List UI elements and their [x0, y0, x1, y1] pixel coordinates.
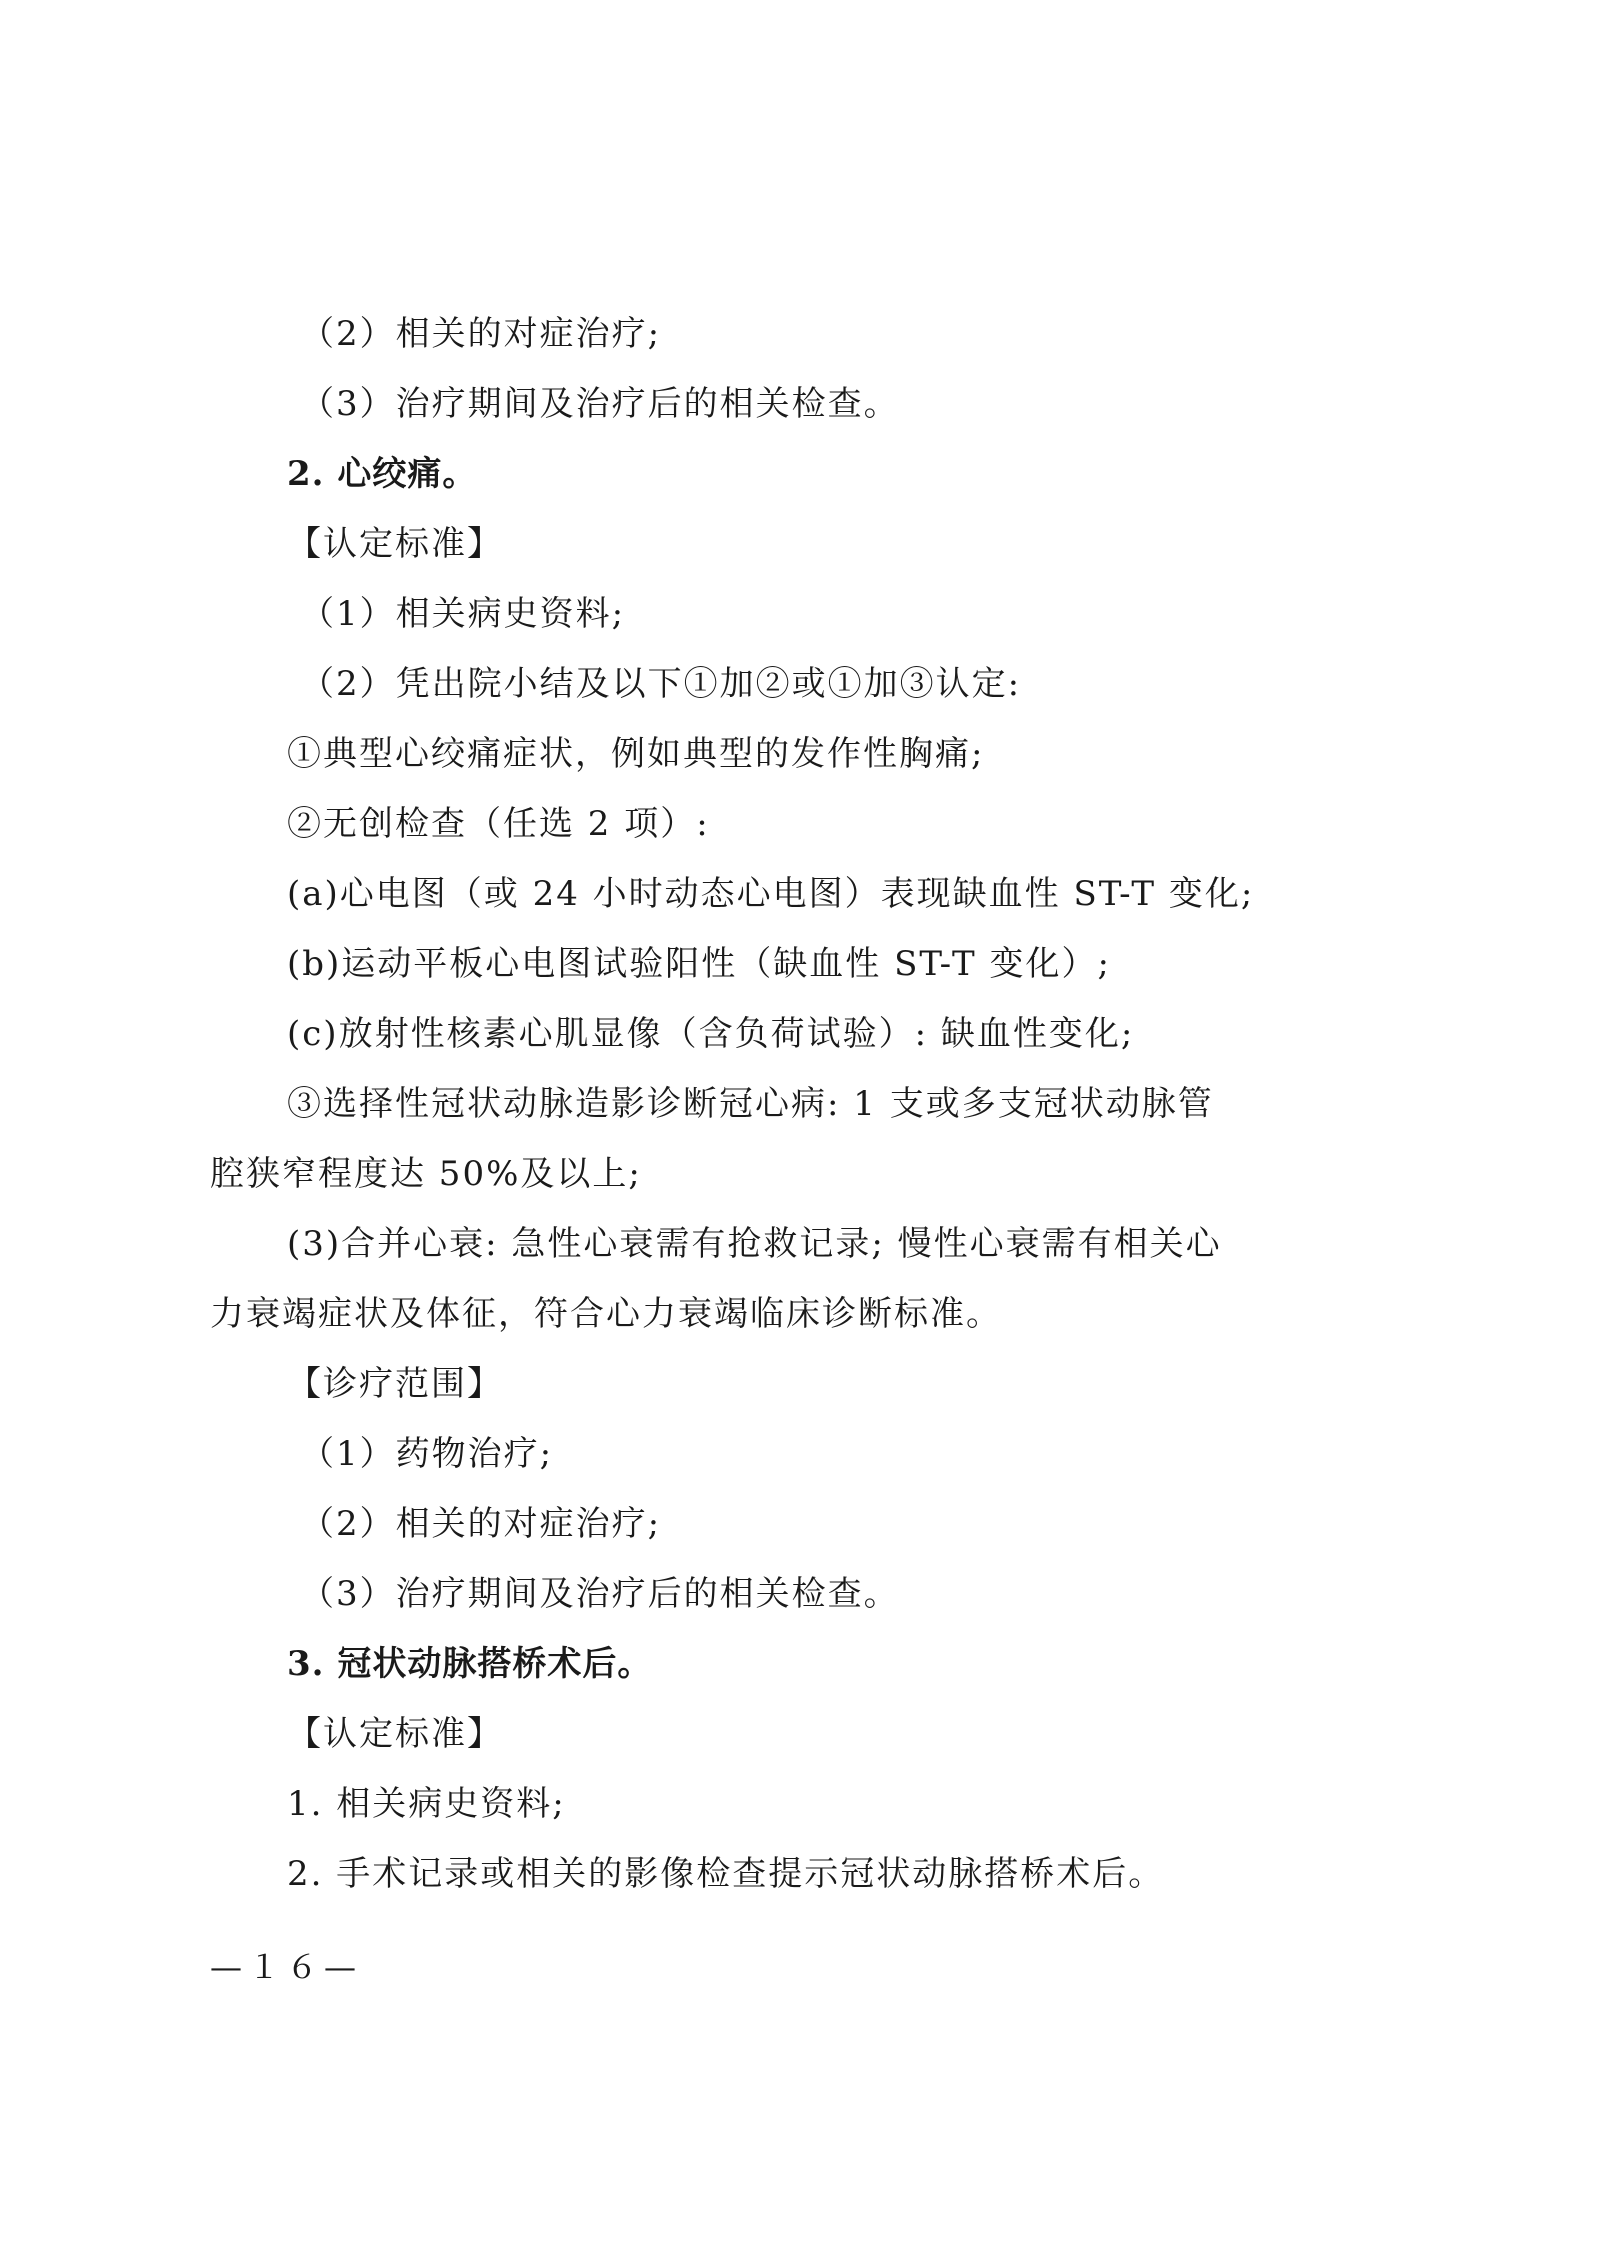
subsection-label: 【诊疗范围】 [287, 1364, 503, 1404]
text-line: ②无创检查（任选 2 项）: [287, 804, 710, 844]
subsection-label: 【认定标准】 [287, 524, 503, 564]
text-line: ③选择性冠状动脉造影诊断冠心病: 1 支或多支冠状动脉管 [287, 1084, 1214, 1124]
text-line: (b)运动平板心电图试验阳性（缺血性 ST-T 变化）; [287, 944, 1111, 984]
text-line: （2）相关的对症治疗; [300, 314, 662, 354]
text-line: ①典型心绞痛症状，例如典型的发作性胸痛; [287, 734, 985, 774]
text-line: 腔狭窄程度达 50%及以上; [210, 1154, 642, 1194]
text-line: （3）治疗期间及治疗后的相关检查。 [300, 384, 900, 424]
text-line: （1）相关病史资料; [300, 594, 626, 634]
section-heading: 2. 心绞痛。 [287, 454, 478, 494]
section-heading: 3. 冠状动脉搭桥术后。 [287, 1644, 653, 1684]
page-number: —１６— [210, 1948, 363, 1986]
text-line: 力衰竭症状及体征，符合心力衰竭临床诊断标准。 [210, 1294, 1002, 1334]
text-line: （3）治疗期间及治疗后的相关检查。 [300, 1574, 900, 1614]
text-line: （2）相关的对症治疗; [300, 1504, 662, 1544]
text-line: (3)合并心衰: 急性心衰需有抢救记录; 慢性心衰需有相关心 [287, 1224, 1222, 1264]
text-line: 1. 相关病史资料; [287, 1784, 566, 1824]
text-line: 2. 手术记录或相关的影像检查提示冠状动脉搭桥术后。 [287, 1854, 1165, 1894]
text-line: （1）药物治疗; [300, 1434, 554, 1474]
text-line: (a)心电图（或 24 小时动态心电图）表现缺血性 ST-T 变化; [287, 874, 1255, 914]
subsection-label: 【认定标准】 [287, 1714, 503, 1754]
text-line: (c)放射性核素心肌显像（含负荷试验）: 缺血性变化; [287, 1014, 1135, 1054]
text-line: （2）凭出院小结及以下①加②或①加③认定: [300, 664, 1022, 704]
